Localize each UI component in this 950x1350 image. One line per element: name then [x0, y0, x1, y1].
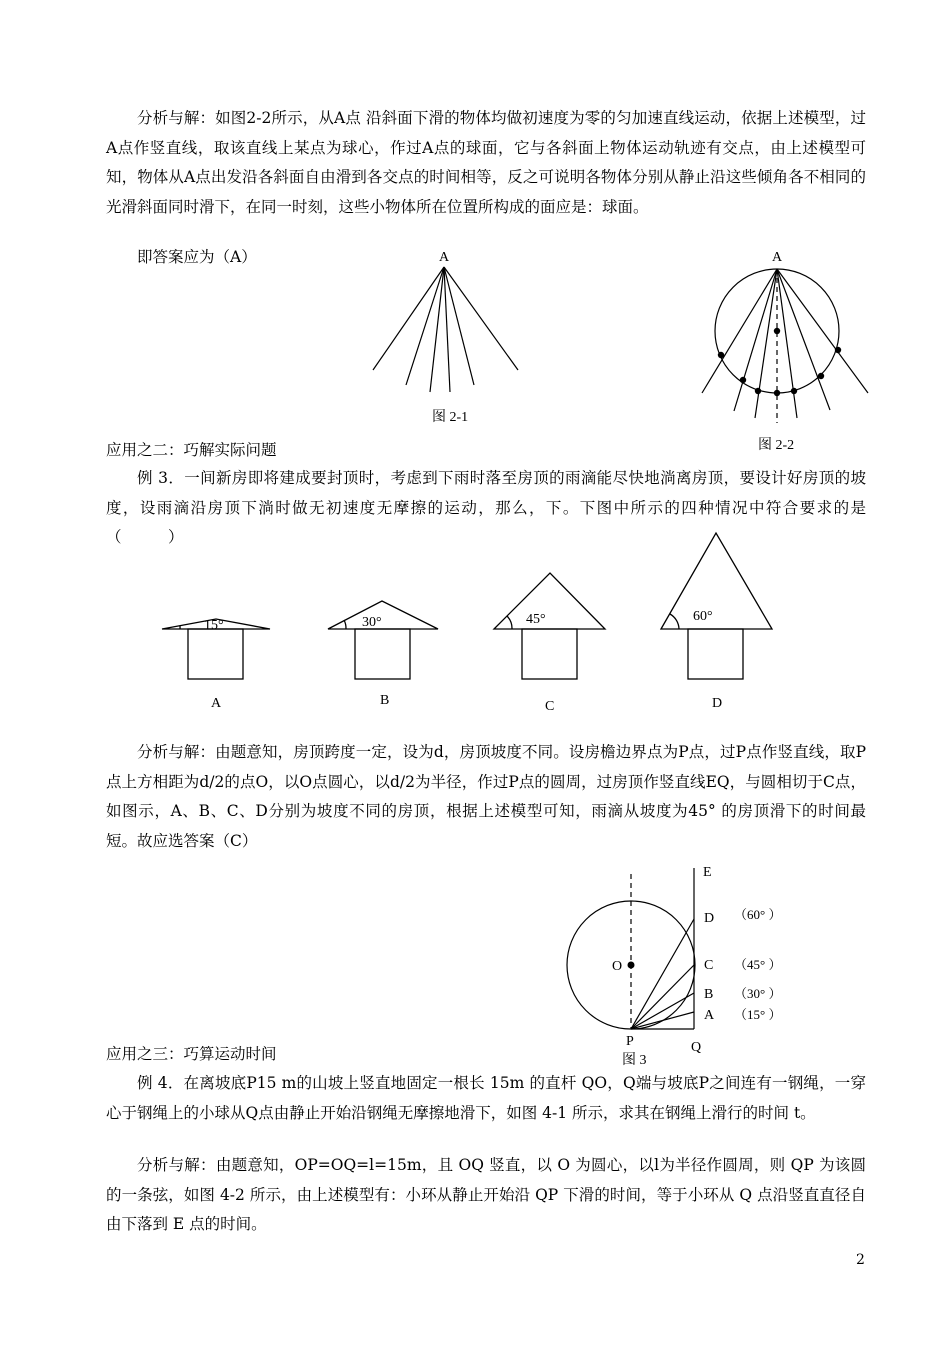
paragraph-analysis-1: 分析与解：如图2-2所示，从A点 沿斜面下滑的物体均做初速度为零的匀加速直线运动，依据上述模型，过A点作竖直线，取该直线上某点为球心，作过A点的球面，它与各斜面上物体运动轨迹有交点，由上述模型可知，物体从A点出发沿各斜面自由滑到各交点的时间相等，反之可说明各物体分别从静止沿这些倾角各不相同的光滑斜面同时滑下，在同一时刻，这些小物体所在位置所构成的面应是：球面。 — [106, 109, 866, 216]
paragraph-analysis-2: 分析与解：由题意知，房顶跨度一定，设为d，房顶坡度不同。设房檐边界点为P点，过P点作竖直线，取P点上方相距为d/2的点O，以O点圆心，以d/2为半径，作过P点的圆周，过房顶作竖直线EQ，与圆相切于C点，如图示，A、B、C、D分别为坡度不同的房顶，根据上述模型可知，雨滴从坡度为45° 的房顶滑下的时间最短。故应选答案（C） — [106, 743, 866, 850]
fig22-caption: 图 2-2 — [758, 438, 795, 453]
house-c-angle: 45° — [526, 612, 546, 627]
houses-figure — [150, 525, 790, 720]
incline-line — [430, 267, 444, 392]
fig22-apex-label: A — [772, 250, 783, 265]
figure-3 — [560, 858, 820, 1073]
house-wall — [188, 629, 243, 679]
angle-arc — [507, 616, 512, 629]
intersection-point — [791, 388, 797, 394]
intersection-point — [718, 352, 724, 358]
intersection-point — [755, 388, 761, 394]
roof-line-B — [631, 993, 694, 1029]
page-number: 2 — [856, 1252, 865, 1268]
angle-arc — [670, 614, 679, 629]
angle-30-label: （30° ） — [734, 986, 782, 1001]
intersection-point — [818, 373, 824, 379]
intersection-point — [740, 377, 746, 383]
label-Q: Q — [691, 1040, 702, 1055]
figure-2-1 — [360, 245, 540, 435]
house-wall — [522, 629, 577, 679]
paragraph-analysis-3: 分析与解：由题意知，OP=OQ=l=15m，且 OQ 竖直，以 O 为圆心，以l为半径作圆周，则 QP 为该圆的一条弦，如图 4-2 所示，由上述模型有：小环从静止开始沿 QP 下滑的时间，等于小环从 Q 点沿竖直直径自由下落到 E 点的时间。 — [106, 1156, 866, 1233]
fig21-apex-label: A — [439, 250, 450, 265]
answer-line-1: 即答案应为（A） — [137, 248, 257, 266]
house-a-angle: 15° — [204, 618, 224, 633]
section-heading-3: 应用之三：巧算运动时间 — [106, 1045, 277, 1063]
roof-60 — [661, 533, 772, 629]
label-E: E — [703, 865, 712, 880]
house-d-label: D — [712, 696, 723, 711]
house-b-label: B — [380, 693, 390, 708]
label-O: O — [612, 959, 623, 974]
fig21-caption: 图 2-1 — [432, 410, 469, 425]
center-point-O — [628, 962, 635, 969]
house-d-angle: 60° — [693, 609, 713, 624]
house-wall — [688, 629, 743, 679]
angle-arc — [344, 620, 346, 629]
label-B: B — [704, 987, 714, 1002]
example-3: 例 3．一间新房即将建成要封顶时，考虑到下雨时落至房顶的雨滴能尽快地淌离房顶，要设计好房顶的坡度，设雨滴沿房顶下淌时做无初速度无摩擦的运动，那么，下。下图中所示的四种情况中符合要求的是（ ） — [106, 469, 866, 546]
fig3-caption: 图 3 — [622, 1053, 647, 1068]
angle-60-label: （60° ） — [734, 907, 782, 922]
incline-line — [777, 269, 830, 410]
intersection-point — [774, 390, 780, 396]
roof-30 — [328, 601, 438, 629]
incline-line — [406, 267, 444, 385]
angle-15-label: （15° ） — [734, 1007, 782, 1022]
figure-2-2 — [690, 245, 880, 460]
label-P: P — [626, 1034, 634, 1049]
angle-45-label: （45° ） — [734, 957, 782, 972]
incline-line — [373, 267, 444, 370]
section-heading-2: 应用之二：巧解实际问题 — [106, 441, 277, 459]
incline-line — [702, 269, 777, 393]
incline-line — [444, 267, 518, 370]
circle-center-point — [774, 328, 780, 334]
intersection-point — [835, 347, 841, 353]
label-C: C — [704, 958, 714, 973]
label-A: A — [704, 1008, 715, 1023]
incline-line — [755, 269, 777, 418]
label-D: D — [704, 911, 715, 926]
house-b-angle: 30° — [362, 615, 382, 630]
example-4: 例 4．在离坡底P15 m的山坡上竖直地固定一根长 15m 的直杆 QO，Q端与坡底P之间连有一钢绳，一穿心于钢绳上的小球从Q点由静止开始沿钢绳无摩擦地滑下，如图 4-1 所示，求其在钢绳上滑行的时间 t。 — [106, 1074, 866, 1122]
house-a-label: A — [211, 696, 222, 711]
house-wall — [355, 629, 410, 679]
house-c-label: C — [545, 699, 555, 714]
roof-line-A — [631, 1012, 694, 1029]
